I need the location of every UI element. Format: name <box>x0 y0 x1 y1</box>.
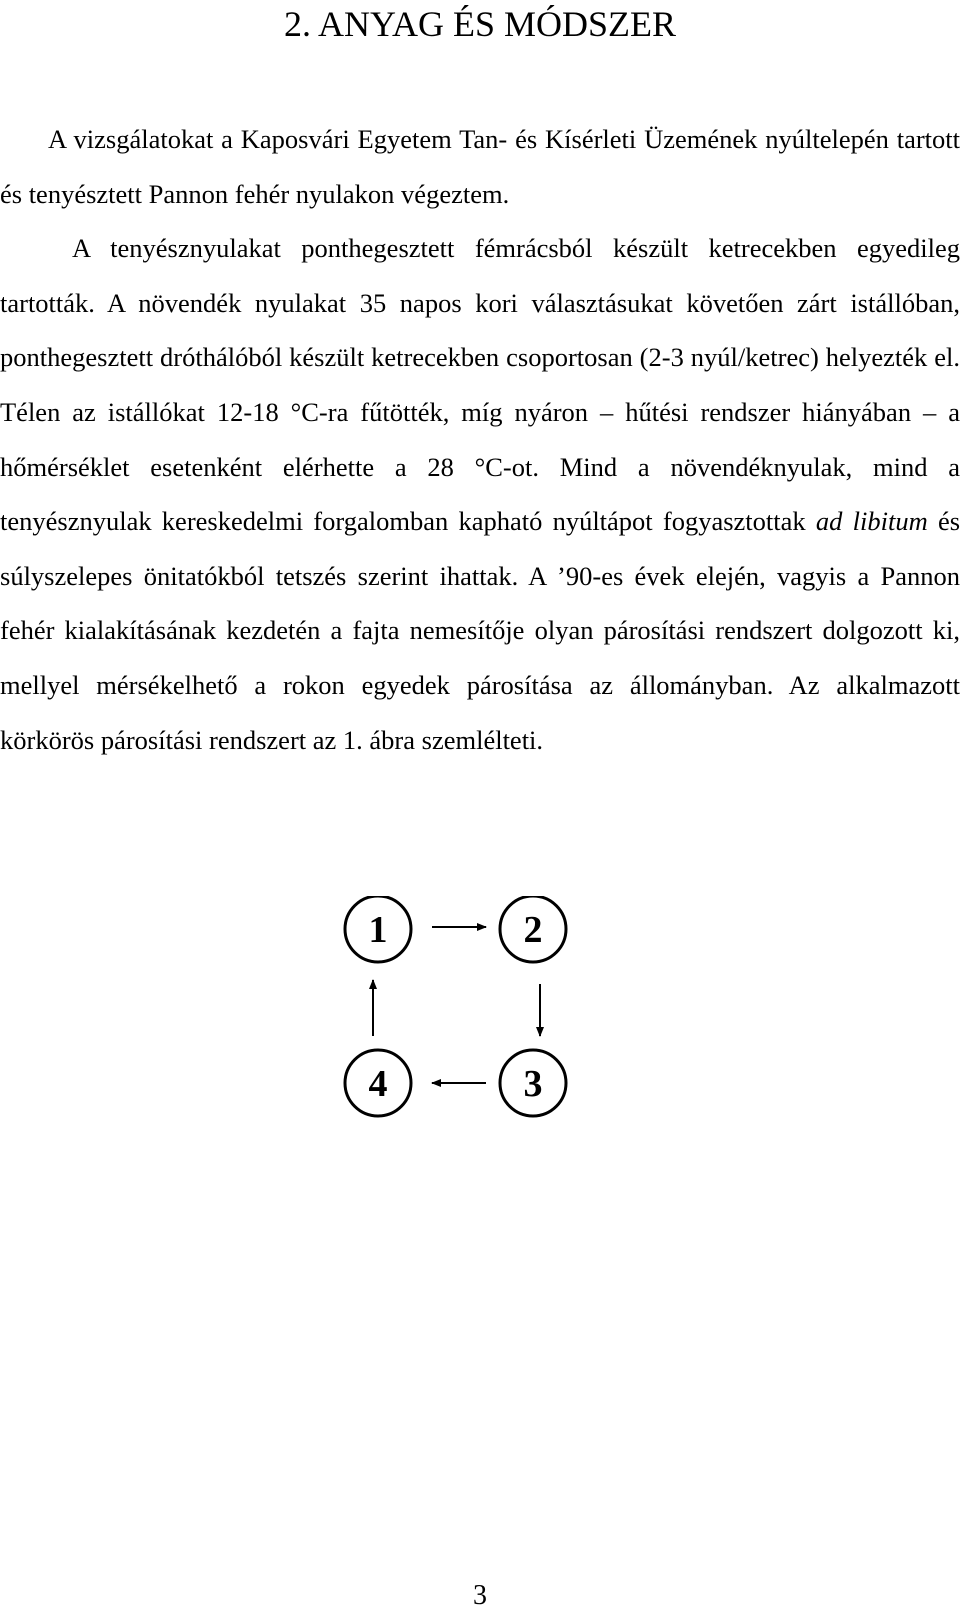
italic-phrase: ad libitum <box>815 506 928 537</box>
node-4-label: 4 <box>368 1063 388 1105</box>
mating-cycle-diagram <box>340 896 600 1156</box>
node-1-label: 1 <box>368 909 388 951</box>
paragraph-1: A vizsgálatokat a Kaposvári Egyetem Tan- és Kísérleti Üzemének nyúltelepén tartott és tenyésztett Pannon fehér nyulakon végeztem. <box>0 124 960 209</box>
node-4 <box>345 1050 411 1116</box>
node-1 <box>345 896 411 962</box>
paragraph-2 <box>0 221 960 767</box>
page-number: 3 <box>473 1580 487 1611</box>
node-2-label: 2 <box>523 909 543 951</box>
node-3 <box>500 1050 566 1116</box>
node-3-label: 3 <box>523 1063 543 1105</box>
section-heading: 2. ANYAG ÉS MÓDSZER <box>283 4 677 44</box>
paragraph-2-part-2: és súlyszelepes önitatókból tetszés szerint ihattak. A ’90-es évek elején, vagyis a Pannon fehér kialakításának kezdetén a fajta nemesítője olyan párosítási rendszert dolgozott ki, mellyel mérsékelhető a rokon egyedek párosítása az állományban. Az alkalmazott körkörös párosítási rendszert az 1. ábra szemlélteti. <box>0 506 960 755</box>
node-2 <box>500 896 566 962</box>
body-text <box>0 112 960 767</box>
paragraph-2-part-1: A tenyésznyulakat ponthegesztett fémrácsból készült ketrecekben egyedileg tartották. A növendék nyulakat 35 napos kori választásukat követően zárt istállóban, ponthegesztett dróthálóból készült ketrecekben csoportosan (2-3 nyúl/ketrec) helyezték el. Télen az istállókat 12-18 °C-ra fűtötték, míg nyáron – hűtési rendszer hiányában – a hőmérséklet esetenként elérhette a 28 °C-ot. Mind a növendéknyulak, mind a tenyésznyulak kereskedelmi forgalomban kapható nyúltápot fogyasztottak <box>0 233 960 537</box>
